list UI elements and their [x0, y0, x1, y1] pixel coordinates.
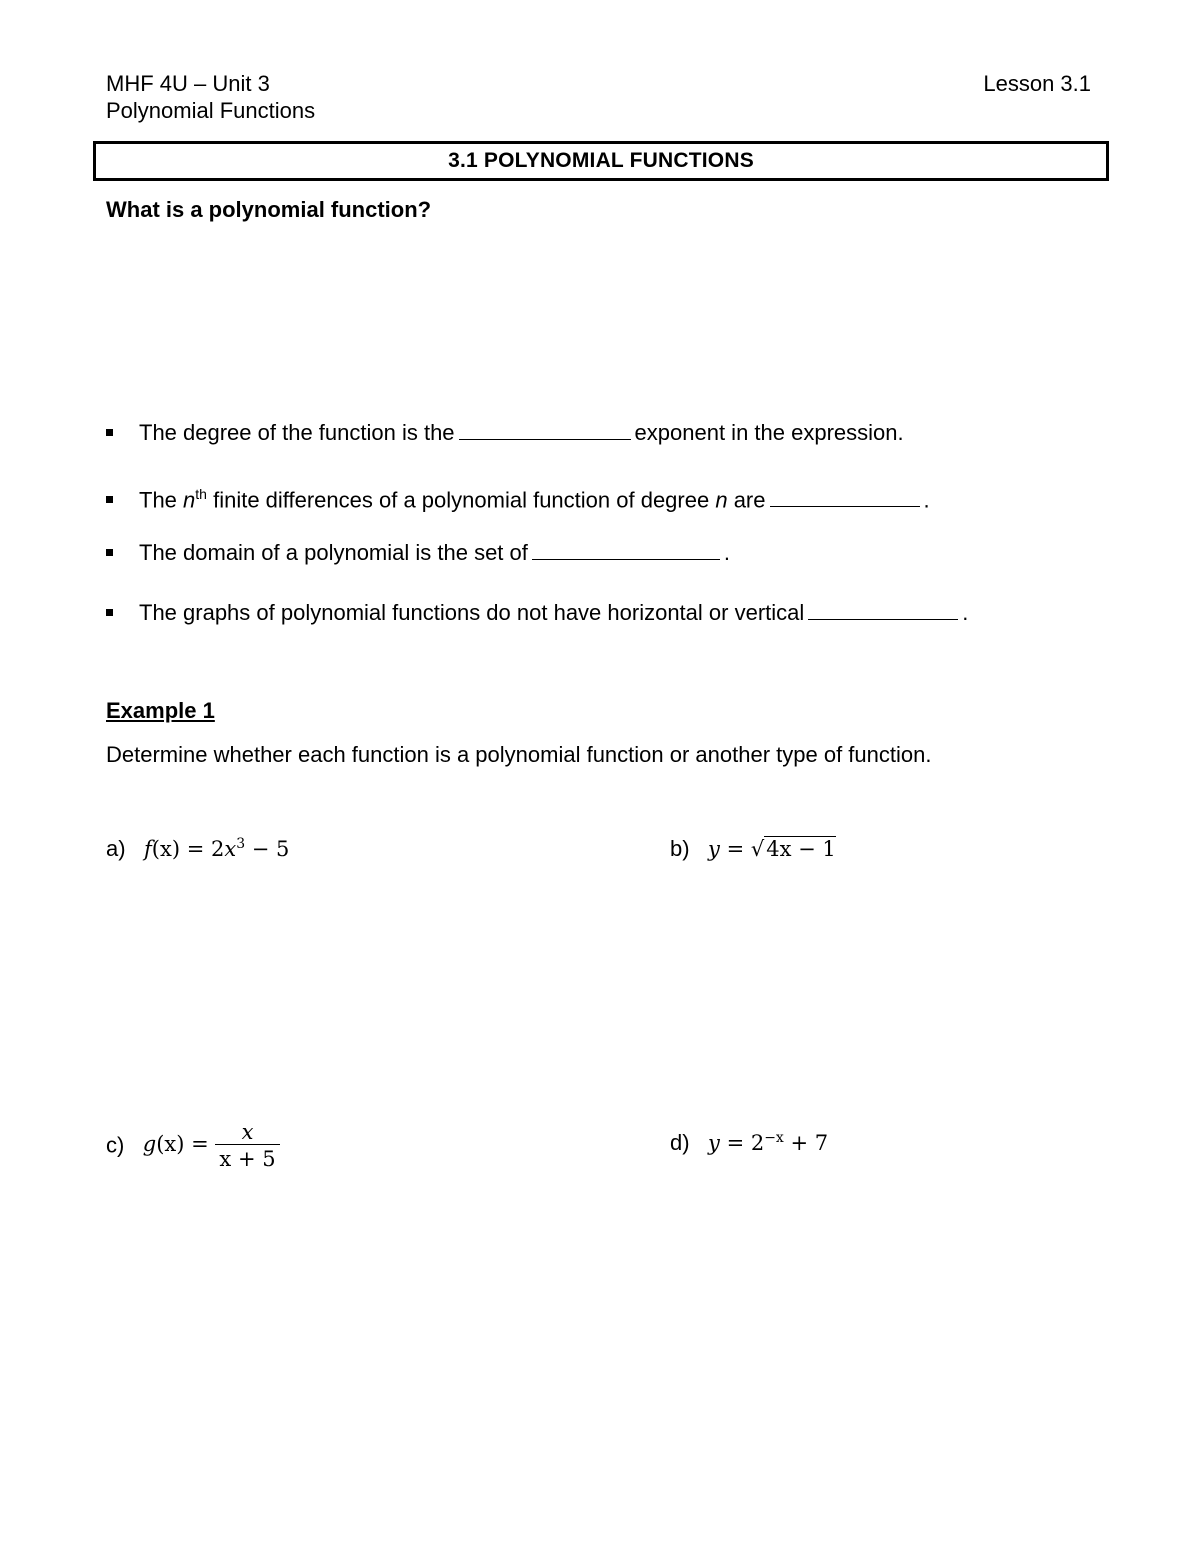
function-name: g — [142, 1132, 157, 1156]
bullet-square-icon — [106, 609, 113, 616]
bullet-degree — [106, 420, 904, 446]
fill-in-blank — [770, 488, 920, 507]
bullet-finite-differences — [106, 481, 930, 513]
exponent: 3 — [236, 836, 246, 852]
header-unit: Polynomial Functions — [106, 98, 316, 123]
bullet-text: The — [139, 487, 184, 513]
equation-a — [144, 837, 289, 861]
fraction-numerator: x — [241, 1120, 254, 1144]
example-part-b — [670, 836, 836, 862]
sqrt-icon: √ — [750, 837, 765, 861]
variable-n: n — [183, 487, 196, 513]
equation-equals: = 2 — [180, 837, 225, 861]
variable-x: x — [224, 837, 237, 861]
example-title: Example 1 — [106, 698, 215, 723]
bullet-text-end: . — [962, 600, 969, 625]
fraction-denominator: x + 5 — [215, 1144, 279, 1171]
equation-tail: + 7 — [783, 1131, 829, 1155]
part-label: c) — [106, 1132, 125, 1158]
bullet-domain — [106, 540, 730, 566]
part-label: a) — [106, 836, 126, 861]
equation-c — [142, 1120, 280, 1171]
equation-equals: = 2 — [719, 1131, 765, 1155]
fill-in-blank — [808, 601, 958, 620]
bullet-text-mid: finite differences of a polynomial function of degree — [206, 487, 716, 513]
variable-y: y — [708, 837, 720, 861]
variable-y: y — [708, 1131, 720, 1155]
part-label: d) — [670, 1130, 690, 1155]
equation-tail: − 5 — [245, 837, 290, 861]
superscript-th: th — [195, 486, 207, 502]
lesson-title: 3.1 POLYNOMIAL FUNCTIONS — [448, 149, 754, 172]
bullet-asymptotes — [106, 600, 968, 626]
example-part-d — [670, 1130, 828, 1156]
variable-n: n — [715, 487, 728, 513]
exponent: −x — [764, 1130, 784, 1146]
header-lesson: Lesson 3.1 — [983, 71, 1091, 96]
bullet-square-icon — [106, 429, 113, 436]
function-name: f — [144, 837, 152, 861]
bullet-text: The domain of a polynomial is the set of — [139, 540, 528, 565]
bullet-text-end: . — [923, 487, 930, 513]
equation-equals: = — [719, 837, 751, 861]
fill-in-blank — [532, 541, 720, 560]
fill-in-blank — [459, 421, 631, 440]
equation-d — [708, 1131, 828, 1155]
section-question: What is a polynomial function? — [106, 197, 432, 222]
equation-b — [708, 837, 836, 861]
bullet-text: The degree of the function is the — [139, 420, 455, 445]
lesson-title-box — [93, 141, 1109, 181]
fraction — [215, 1120, 279, 1171]
part-label: b) — [670, 836, 690, 861]
radicand: 4x − 1 — [766, 837, 836, 861]
function-argument: (x) — [151, 837, 181, 861]
bullet-square-icon — [106, 549, 113, 556]
bullet-text-end: . — [723, 540, 731, 565]
header-course: MHF 4U – Unit 3 — [106, 71, 270, 96]
equation-equals: = — [184, 1132, 216, 1156]
example-instruction: Determine whether each function is a polynomial function or another type of function. — [106, 742, 932, 767]
bullet-text: The graphs of polynomial functions do not have horizontal or vertical — [139, 600, 805, 625]
bullet-text-mid: are — [727, 487, 766, 513]
bullet-square-icon — [106, 496, 113, 503]
function-argument: (x) — [156, 1132, 185, 1156]
example-part-a — [106, 836, 289, 862]
example-part-c — [106, 1120, 280, 1171]
bullet-text-end: exponent in the expression. — [634, 420, 904, 445]
